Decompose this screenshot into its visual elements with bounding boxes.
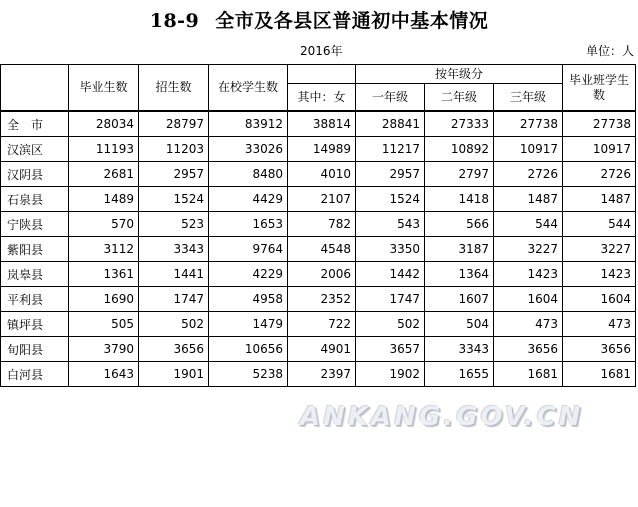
region-cell: 紫阳县 <box>1 237 69 262</box>
in-school-cell: 4229 <box>209 262 288 287</box>
table-row <box>1 187 636 212</box>
grade1-cell: 28841 <box>356 111 425 137</box>
graduates-cell: 3112 <box>69 237 139 262</box>
grade3-cell: 473 <box>494 312 563 337</box>
grade1-cell: 1442 <box>356 262 425 287</box>
enrollment-cell: 11203 <box>139 137 209 162</box>
header-grade2: 二年级 <box>425 84 494 112</box>
grade3-cell: 1681 <box>494 362 563 387</box>
graduating-class-cell: 1423 <box>563 262 636 287</box>
table-row <box>1 237 636 262</box>
female-cell: 38814 <box>288 111 356 137</box>
in-school-cell: 5238 <box>209 362 288 387</box>
header-female-top <box>288 65 356 84</box>
grade3-cell: 3227 <box>494 237 563 262</box>
table-row <box>1 162 636 187</box>
graduates-cell: 1643 <box>69 362 139 387</box>
header-graduating-class: 毕业班学生数 <box>563 65 636 112</box>
region-cell: 镇坪县 <box>1 312 69 337</box>
grade3-cell: 1423 <box>494 262 563 287</box>
grade3-cell: 27738 <box>494 111 563 137</box>
header-grade3: 三年级 <box>494 84 563 112</box>
graduating-class-cell: 3656 <box>563 337 636 362</box>
region-cell: 岚皋县 <box>1 262 69 287</box>
table-row <box>1 362 636 387</box>
female-cell: 2397 <box>288 362 356 387</box>
grade3-cell: 2726 <box>494 162 563 187</box>
enrollment-cell: 2957 <box>139 162 209 187</box>
graduating-class-cell: 473 <box>563 312 636 337</box>
female-cell: 4548 <box>288 237 356 262</box>
grade2-cell: 10892 <box>425 137 494 162</box>
graduates-cell: 570 <box>69 212 139 237</box>
in-school-cell: 33026 <box>209 137 288 162</box>
enrollment-cell: 1524 <box>139 187 209 212</box>
graduates-cell: 1489 <box>69 187 139 212</box>
region-cell: 汉阴县 <box>1 162 69 187</box>
region-cell: 石泉县 <box>1 187 69 212</box>
enrollment-cell: 1441 <box>139 262 209 287</box>
female-cell: 4010 <box>288 162 356 187</box>
in-school-cell: 8480 <box>209 162 288 187</box>
graduating-class-cell: 10917 <box>563 137 636 162</box>
grade1-cell: 1524 <box>356 187 425 212</box>
enrollment-cell: 3343 <box>139 237 209 262</box>
in-school-cell: 1479 <box>209 312 288 337</box>
grade2-cell: 1655 <box>425 362 494 387</box>
female-cell: 722 <box>288 312 356 337</box>
in-school-cell: 4958 <box>209 287 288 312</box>
grade2-cell: 1364 <box>425 262 494 287</box>
graduates-cell: 1690 <box>69 287 139 312</box>
graduates-cell: 28034 <box>69 111 139 137</box>
grade2-cell: 566 <box>425 212 494 237</box>
grade3-cell: 1604 <box>494 287 563 312</box>
in-school-cell: 1653 <box>209 212 288 237</box>
enrollment-cell: 502 <box>139 312 209 337</box>
female-cell: 4901 <box>288 337 356 362</box>
grade2-cell: 1607 <box>425 287 494 312</box>
in-school-cell: 9764 <box>209 237 288 262</box>
grade1-cell: 502 <box>356 312 425 337</box>
grade2-cell: 3187 <box>425 237 494 262</box>
table-row <box>1 287 636 312</box>
graduates-cell: 3790 <box>69 337 139 362</box>
in-school-cell: 4429 <box>209 187 288 212</box>
table-row <box>1 337 636 362</box>
region-cell: 汉滨区 <box>1 137 69 162</box>
table-row <box>1 312 636 337</box>
header-enrollment: 招生数 <box>139 65 209 112</box>
grade2-cell: 2797 <box>425 162 494 187</box>
region-cell: 宁陕县 <box>1 212 69 237</box>
header-grade1: 一年级 <box>356 84 425 112</box>
graduating-class-cell: 27738 <box>563 111 636 137</box>
grade1-cell: 543 <box>356 212 425 237</box>
female-cell: 14989 <box>288 137 356 162</box>
header-graduates: 毕业生数 <box>69 65 139 112</box>
graduating-class-cell: 1681 <box>563 362 636 387</box>
year-label: 2016年 <box>300 44 343 58</box>
female-cell: 782 <box>288 212 356 237</box>
female-cell: 2107 <box>288 187 356 212</box>
table-body <box>1 111 636 387</box>
table-row <box>1 212 636 237</box>
graduating-class-cell: 1604 <box>563 287 636 312</box>
graduating-class-cell: 1487 <box>563 187 636 212</box>
grade3-cell: 3656 <box>494 337 563 362</box>
grade3-cell: 544 <box>494 212 563 237</box>
table-title <box>0 6 638 32</box>
graduates-cell: 2681 <box>69 162 139 187</box>
enrollment-cell: 28797 <box>139 111 209 137</box>
header-in-school: 在校学生数 <box>209 65 288 112</box>
grade1-cell: 3350 <box>356 237 425 262</box>
graduating-class-cell: 2726 <box>563 162 636 187</box>
statistics-table <box>0 64 636 387</box>
table-row <box>1 262 636 287</box>
grade1-cell: 11217 <box>356 137 425 162</box>
table-row <box>1 137 636 162</box>
enrollment-cell: 3656 <box>139 337 209 362</box>
grade1-cell: 1902 <box>356 362 425 387</box>
region-header <box>1 65 69 112</box>
region-cell: 全 市 <box>1 111 69 137</box>
table-row <box>1 111 636 137</box>
grade2-cell: 27333 <box>425 111 494 137</box>
grade3-cell: 10917 <box>494 137 563 162</box>
graduates-cell: 505 <box>69 312 139 337</box>
graduating-class-cell: 544 <box>563 212 636 237</box>
header-female: 其中：女 <box>288 84 356 112</box>
grade2-cell: 3343 <box>425 337 494 362</box>
grade3-cell: 1487 <box>494 187 563 212</box>
table-title-text: 全市及各县区普通初中基本情况 <box>215 10 489 32</box>
in-school-cell: 83912 <box>209 111 288 137</box>
female-cell: 2352 <box>288 287 356 312</box>
table-number: 18-9 <box>149 10 200 32</box>
enrollment-cell: 1747 <box>139 287 209 312</box>
header-by-grade: 按年级分 <box>356 65 563 84</box>
region-cell: 旬阳县 <box>1 337 69 362</box>
graduates-cell: 1361 <box>69 262 139 287</box>
female-cell: 2006 <box>288 262 356 287</box>
graduating-class-cell: 3227 <box>563 237 636 262</box>
watermark-logo: ANKANG.GOV.CN <box>300 402 584 432</box>
grade2-cell: 504 <box>425 312 494 337</box>
in-school-cell: 10656 <box>209 337 288 362</box>
grade1-cell: 3657 <box>356 337 425 362</box>
region-cell: 白河县 <box>1 362 69 387</box>
grade1-cell: 1747 <box>356 287 425 312</box>
graduates-cell: 11193 <box>69 137 139 162</box>
enrollment-cell: 1901 <box>139 362 209 387</box>
region-cell: 平利县 <box>1 287 69 312</box>
unit-label: 单位：人 <box>585 44 634 58</box>
grade1-cell: 2957 <box>356 162 425 187</box>
enrollment-cell: 523 <box>139 212 209 237</box>
grade2-cell: 1418 <box>425 187 494 212</box>
